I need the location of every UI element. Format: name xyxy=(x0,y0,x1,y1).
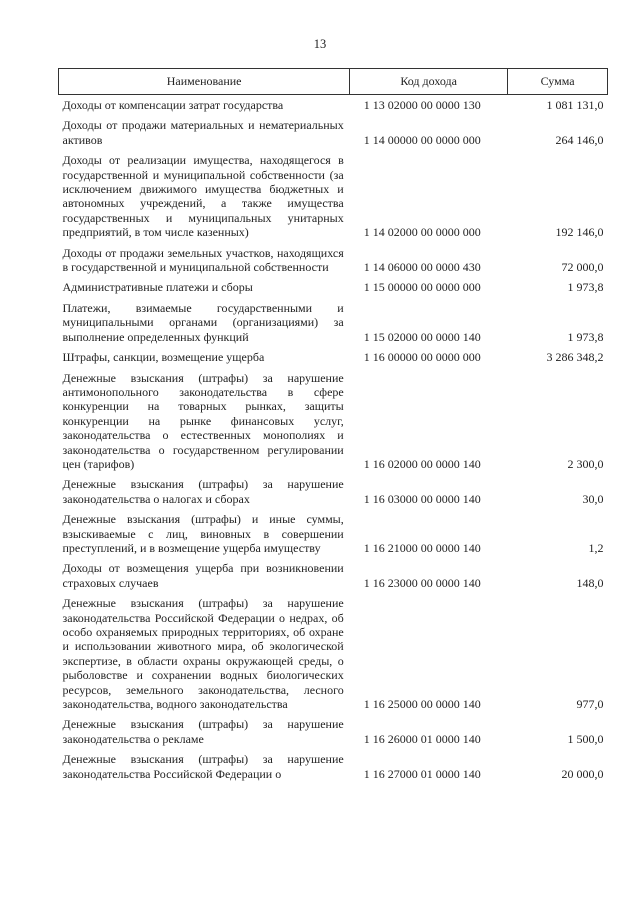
table-row xyxy=(59,594,608,715)
table-row xyxy=(59,116,608,151)
row-name: Платежи, взимаемые государственными и муниципальными органами (организациями) за выполнение определенных функций xyxy=(62,300,344,344)
row-amount: 1,2 xyxy=(588,540,604,555)
row-amount: 1 500,0 xyxy=(567,731,604,746)
row-code: 1 14 02000 00 0000 000 xyxy=(363,225,481,240)
row-name: Доходы от продажи материальных и нематериальных активов xyxy=(62,118,344,147)
row-code: 1 16 26000 01 0000 140 xyxy=(363,731,481,746)
row-amount: 72 000,0 xyxy=(561,260,604,275)
table-row xyxy=(59,475,608,510)
table-row xyxy=(59,278,608,298)
row-code: 1 13 02000 00 0000 130 xyxy=(363,98,481,112)
row-amount: 264 146,0 xyxy=(555,132,604,147)
row-amount: 20 000,0 xyxy=(561,766,604,781)
row-code: 1 16 25000 00 0000 140 xyxy=(363,697,481,712)
revenue-table xyxy=(58,68,608,785)
row-code: 1 14 06000 00 0000 430 xyxy=(363,260,481,275)
row-name: Денежные взыскания (штрафы) за нарушение законодательства Российской Федерации о xyxy=(62,752,344,781)
table-row xyxy=(59,750,608,785)
table-row xyxy=(59,369,608,476)
row-code: 1 16 23000 00 0000 140 xyxy=(363,575,481,590)
header-name: Наименование xyxy=(59,69,350,95)
row-code: 1 15 00000 00 0000 000 xyxy=(363,280,481,295)
row-name: Денежные взыскания (штрафы) за нарушение законодательства о рекламе xyxy=(62,717,344,746)
page-number: 13 xyxy=(313,37,327,51)
row-amount: 1 973,8 xyxy=(567,280,604,295)
row-amount: 148,0 xyxy=(576,575,604,590)
row-name: Доходы от продажи земельных участков, находящихся в государственной и муниципальной собственности xyxy=(62,245,344,275)
header-amount: Сумма xyxy=(508,69,608,95)
table-row xyxy=(59,348,608,368)
row-name: Доходы от возмещения ущерба при возникновении страховых случаев xyxy=(62,561,344,590)
row-code: 1 16 00000 00 0000 000 xyxy=(363,350,481,365)
table-row xyxy=(59,95,608,117)
row-name: Доходы от реализации имущества, находящегося в государственной и муниципальной собственности (за исключением движимого имущества бюджетных и автономных учреждений, а также имущества государственных и муниципальных унитарных предприятий, в том числе казенных) xyxy=(62,153,344,240)
row-code: 1 16 21000 00 0000 140 xyxy=(363,540,481,555)
row-code: 1 15 02000 00 0000 140 xyxy=(363,329,481,344)
table-row xyxy=(59,559,608,594)
table-row xyxy=(59,151,608,243)
row-amount: 30,0 xyxy=(582,491,604,506)
table-row xyxy=(59,299,608,348)
row-name: Денежные взыскания (штрафы) за нарушение законодательства о налогах и сборах xyxy=(62,477,344,506)
row-name: Административные платежи и сборы xyxy=(62,280,253,295)
table-header xyxy=(59,69,608,95)
row-amount: 192 146,0 xyxy=(555,225,604,240)
row-code: 1 16 02000 00 0000 140 xyxy=(363,456,481,471)
row-amount: 977,0 xyxy=(576,697,604,712)
row-code: 1 14 00000 00 0000 000 xyxy=(363,132,481,147)
row-amount: 3 286 348,2 xyxy=(546,350,604,365)
table-row xyxy=(59,715,608,750)
table-row xyxy=(59,244,608,279)
header-code: Код дохода xyxy=(350,69,508,95)
row-name: Доходы от компенсации затрат государства xyxy=(62,98,284,112)
table-row xyxy=(59,510,608,559)
table-body xyxy=(59,95,608,786)
row-code: 1 16 03000 00 0000 140 xyxy=(363,491,481,506)
row-amount: 1 973,8 xyxy=(567,329,604,344)
row-name: Штрафы, санкции, возмещение ущерба xyxy=(62,350,265,365)
row-name: Денежные взыскания (штрафы) за нарушение антимонопольного законодательства в сфере конкуренции на товарных рынках, защиты конкуренции на рынке финансовых услуг, законодательства о естественных монополиях и законодательства о государственном регулировании цен (тарифов) xyxy=(62,370,344,471)
row-amount: 1 081 131,0 xyxy=(546,98,604,112)
row-code: 1 16 27000 01 0000 140 xyxy=(363,766,481,781)
row-name: Денежные взыскания (штрафы) за нарушение законодательства Российской Федерации о недрах, об особо охраняемых природных территориях, об охране и использовании животного мира, об экологической экспертизе, в области охраны окружающей среды, о рыболовстве и сохранении водных биологических ресурсов, земельного законодательства, лесного законодательства, водного законодательства xyxy=(62,596,344,712)
row-name: Денежные взыскания (штрафы) и иные суммы, взыскиваемые с лиц, виновных в совершении преступлений, и в возмещение ущерба имуществу xyxy=(62,512,344,555)
row-amount: 2 300,0 xyxy=(567,456,604,471)
